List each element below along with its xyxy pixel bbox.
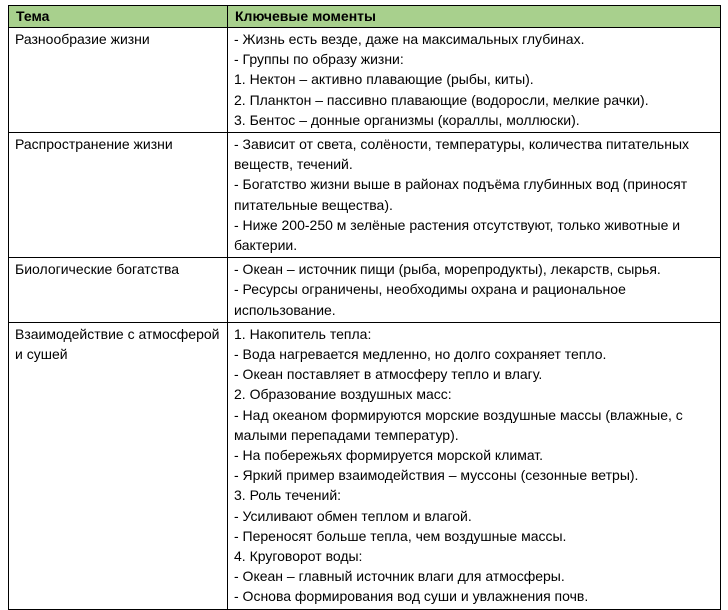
point-line: - Яркий пример взаимодействия – муссоны (сезонные ветры). — [234, 467, 639, 484]
row-points-cell — [228, 28, 721, 133]
header-topic: Тема — [9, 6, 228, 28]
row-points-cell — [228, 258, 721, 323]
row-topic: Разнообразие жизни — [15, 31, 150, 47]
point-line: - Ресурсы ограничены, необходимы охрана и рациональное использование. — [234, 281, 626, 318]
row-points-cell — [228, 322, 721, 609]
point-line: 1. Накопитель тепла: — [234, 325, 372, 342]
table-row — [9, 258, 721, 323]
row-topic-cell — [9, 322, 228, 609]
point-line: - Жизнь есть везде, даже на максимальных глубинах. — [234, 31, 585, 47]
table-row — [9, 133, 721, 258]
point-line: - Группы по образу жизни: — [234, 51, 404, 68]
table-row — [9, 28, 721, 133]
row-topic-cell — [9, 133, 228, 258]
point-line: - Богатство жизни выше в районах подъёма глубинных вод (приносят питательные вещества). — [234, 176, 688, 213]
table-header-row — [9, 6, 721, 28]
table-row — [9, 322, 721, 609]
row-points-cell — [228, 133, 721, 258]
point-line: - Зависит от света, солёности, температуры, количества питательных веществ, течений. — [234, 136, 689, 173]
point-line: - Океан – главный источник влаги для атмосферы. — [234, 568, 565, 585]
point-line: 1. Нектон – активно плавающие (рыбы, киты). — [234, 71, 534, 88]
row-topic-cell — [9, 258, 228, 323]
point-line: 2. Планктон – пассивно плавающие (водоросли, мелкие рачки). — [234, 91, 649, 108]
point-line: - Над океаном формируются морские воздушные массы (влажные, с малыми перепадами температур). — [234, 406, 683, 443]
point-line: - Вода нагревается медленно, но долго сохраняет тепло. — [234, 346, 607, 363]
row-topic: Биологические богатства — [15, 261, 180, 278]
point-line: 3. Бентос – донные организмы (кораллы, моллюски). — [234, 111, 580, 128]
point-line: 3. Роль течений: — [234, 487, 342, 504]
point-line: - Усиливают обмен теплом и влагой. — [234, 507, 472, 524]
row-topic-cell — [9, 28, 228, 133]
point-line: 2. Образование воздушных масс: — [234, 386, 452, 403]
point-line: - Океан – источник пищи (рыба, морепродукты), лекарств, сырья. — [234, 261, 661, 278]
point-line: - Океан поставляет в атмосферу тепло и влагу. — [234, 366, 543, 383]
point-line: - Основа формирования вод суши и увлажнения почв. — [234, 588, 589, 605]
point-line: - Ниже 200-250 м зелёные растения отсутствуют, только животные и бактерии. — [234, 216, 681, 254]
point-line: - На побережьях формируется морской климат. — [234, 447, 544, 464]
point-line: 4. Круговорот воды: — [234, 548, 363, 565]
row-topic: Взаимодействие с атмосферой и сушей — [15, 325, 220, 363]
row-topic: Распространение жизни — [15, 136, 173, 153]
point-line: - Переносят больше тепла, чем воздушные массы. — [234, 527, 567, 544]
key-points-table — [8, 5, 721, 610]
header-key-points: Ключевые моменты — [228, 6, 721, 28]
